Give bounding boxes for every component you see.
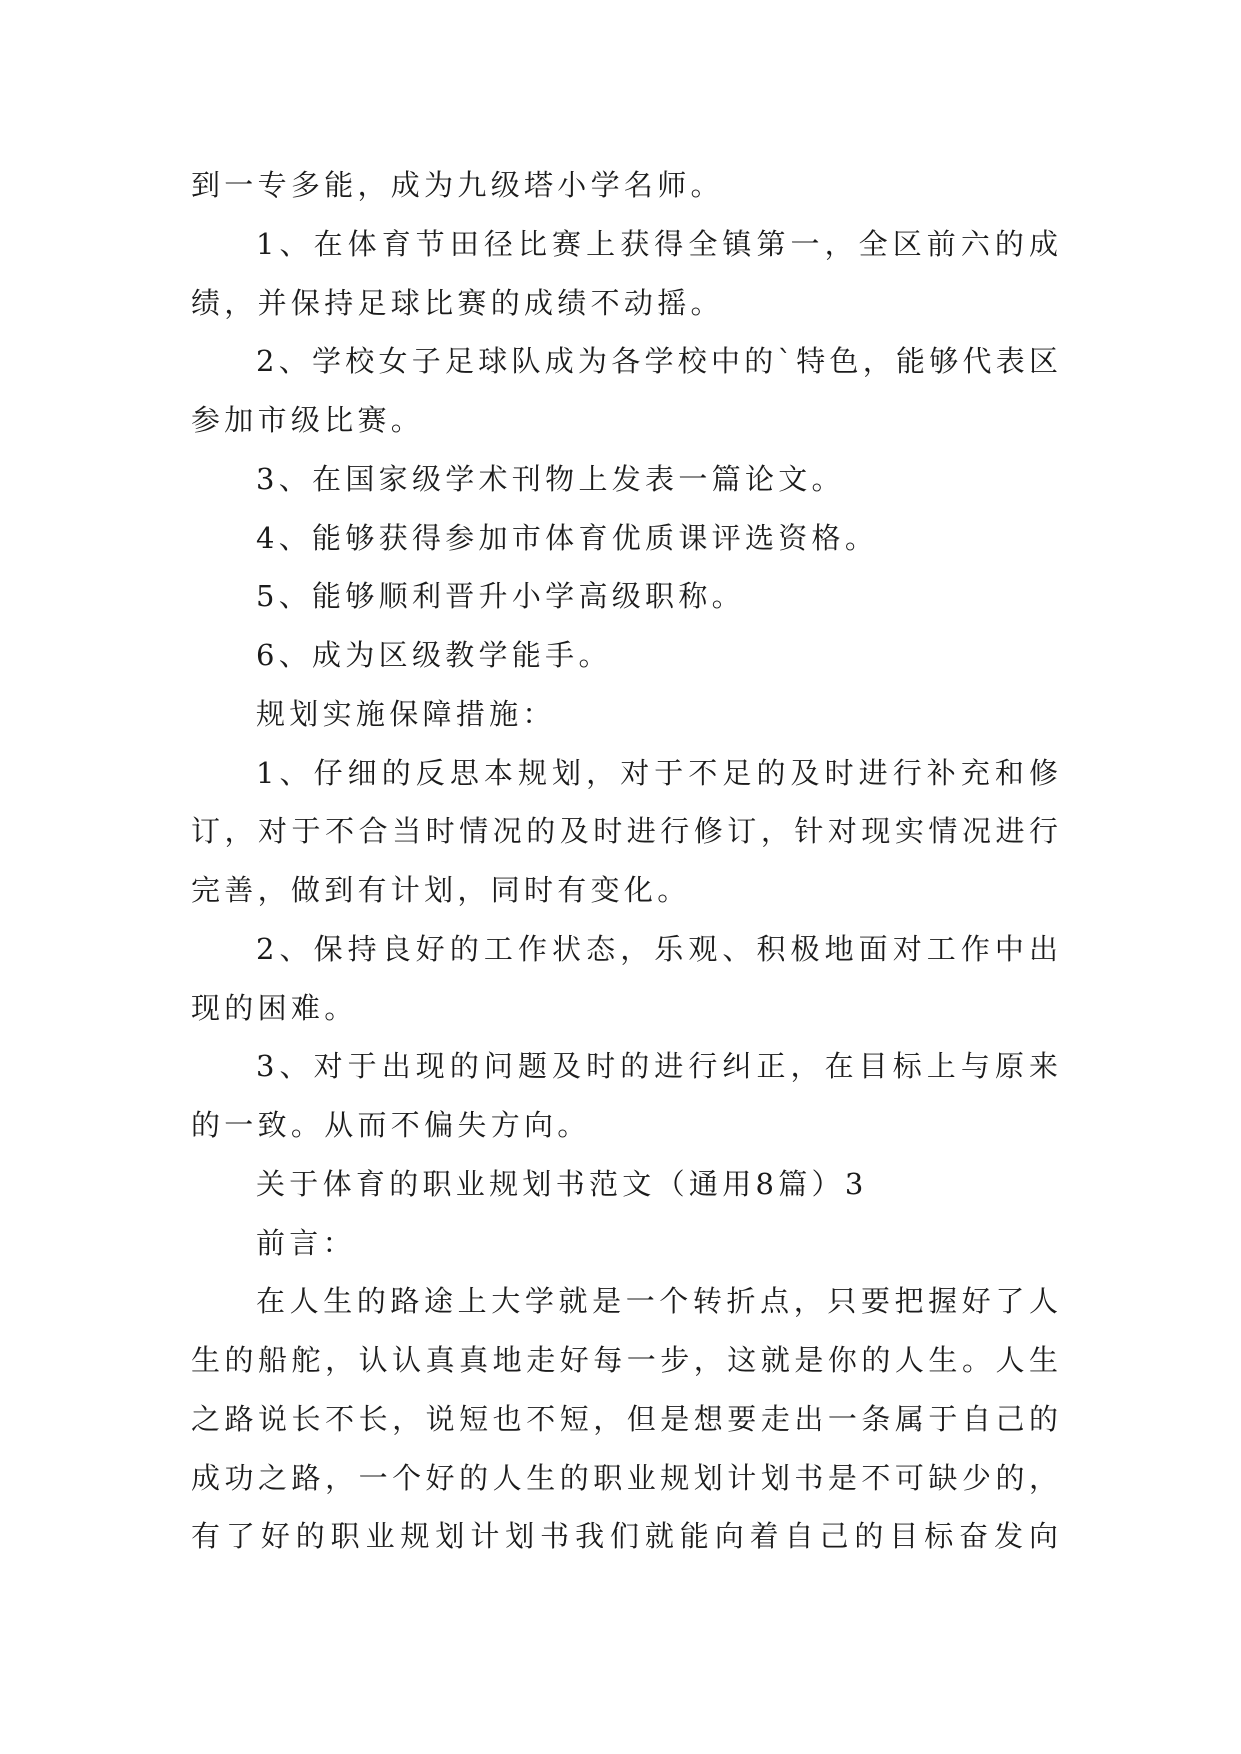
text-line: 完善，做到有计划，同时有变化。 xyxy=(191,873,691,907)
paragraph xyxy=(191,450,1058,509)
text-line: 绩，并保持足球比赛的成绩不动摇。 xyxy=(191,285,724,320)
text-line: 参加市级比赛。 xyxy=(191,403,425,437)
text-line: 5、能够顺利晋升小学高级职称。 xyxy=(256,579,745,614)
paragraph xyxy=(191,1155,1058,1214)
text-line: 4、能够获得参加市体育优质课评选资格。 xyxy=(256,520,879,555)
paragraph xyxy=(191,332,1058,450)
text-line: 前言： xyxy=(256,1225,356,1260)
text-line: 规划实施保障措施： xyxy=(256,696,556,731)
text-line: 在人生的路途上大学就是一个转折点，只要把握好了人 xyxy=(256,1284,1058,1319)
paragraph xyxy=(191,744,1058,920)
text-line: 1、在体育节田径比赛上获得全镇第一，全区前六的成 xyxy=(256,226,1058,261)
text-line: 订，对于不合当时情况的及时进行修订，针对现实情况进行 xyxy=(191,814,1058,849)
text-line: 的一致。从而不偏失方向。 xyxy=(191,1108,591,1142)
paragraph xyxy=(191,1214,1058,1273)
text-line: 之路说长不长，说短也不短，但是想要走出一条属于自己的 xyxy=(191,1401,1058,1436)
paragraph xyxy=(191,1037,1058,1155)
text-line: 1、仔细的反思本规划，对于不足的及时进行补充和修 xyxy=(256,755,1058,790)
paragraph xyxy=(191,215,1058,333)
text-line: 到一专多能，成为九级塔小学名师。 xyxy=(191,168,724,202)
paragraph xyxy=(191,156,1058,215)
text-line: 6、成为区级教学能手。 xyxy=(256,638,612,672)
paragraph xyxy=(191,509,1058,568)
text-line: 3、在国家级学术刊物上发表一篇论文。 xyxy=(256,461,845,496)
text-line: 生的船舵，认认真真地走好每一步，这就是你的人生。人生 xyxy=(191,1343,1058,1377)
text-line: 2、学校女子足球队成为各学校中的`特色，能够代表区 xyxy=(256,344,1058,379)
text-line: 成功之路，一个好的人生的职业规划计划书是不可缺少的， xyxy=(191,1460,1058,1495)
paragraph xyxy=(191,685,1058,744)
paragraph xyxy=(191,626,1058,685)
paragraph xyxy=(191,567,1058,626)
text-line: 有了好的职业规划计划书我们就能向着自己的目标奋发向 xyxy=(191,1519,1058,1554)
text-line: 3、对于出现的问题及时的进行纠正，在目标上与原来 xyxy=(256,1049,1058,1084)
body-text xyxy=(191,156,1058,1566)
text-line: 现的困难。 xyxy=(191,990,358,1025)
paragraph xyxy=(191,920,1058,1038)
text-line: 关于体育的职业规划书范文（通用8篇）3 xyxy=(256,1166,868,1201)
paragraph xyxy=(191,1272,1058,1566)
text-line: 2、保持良好的工作状态，乐观、积极地面对工作中出 xyxy=(256,931,1058,966)
